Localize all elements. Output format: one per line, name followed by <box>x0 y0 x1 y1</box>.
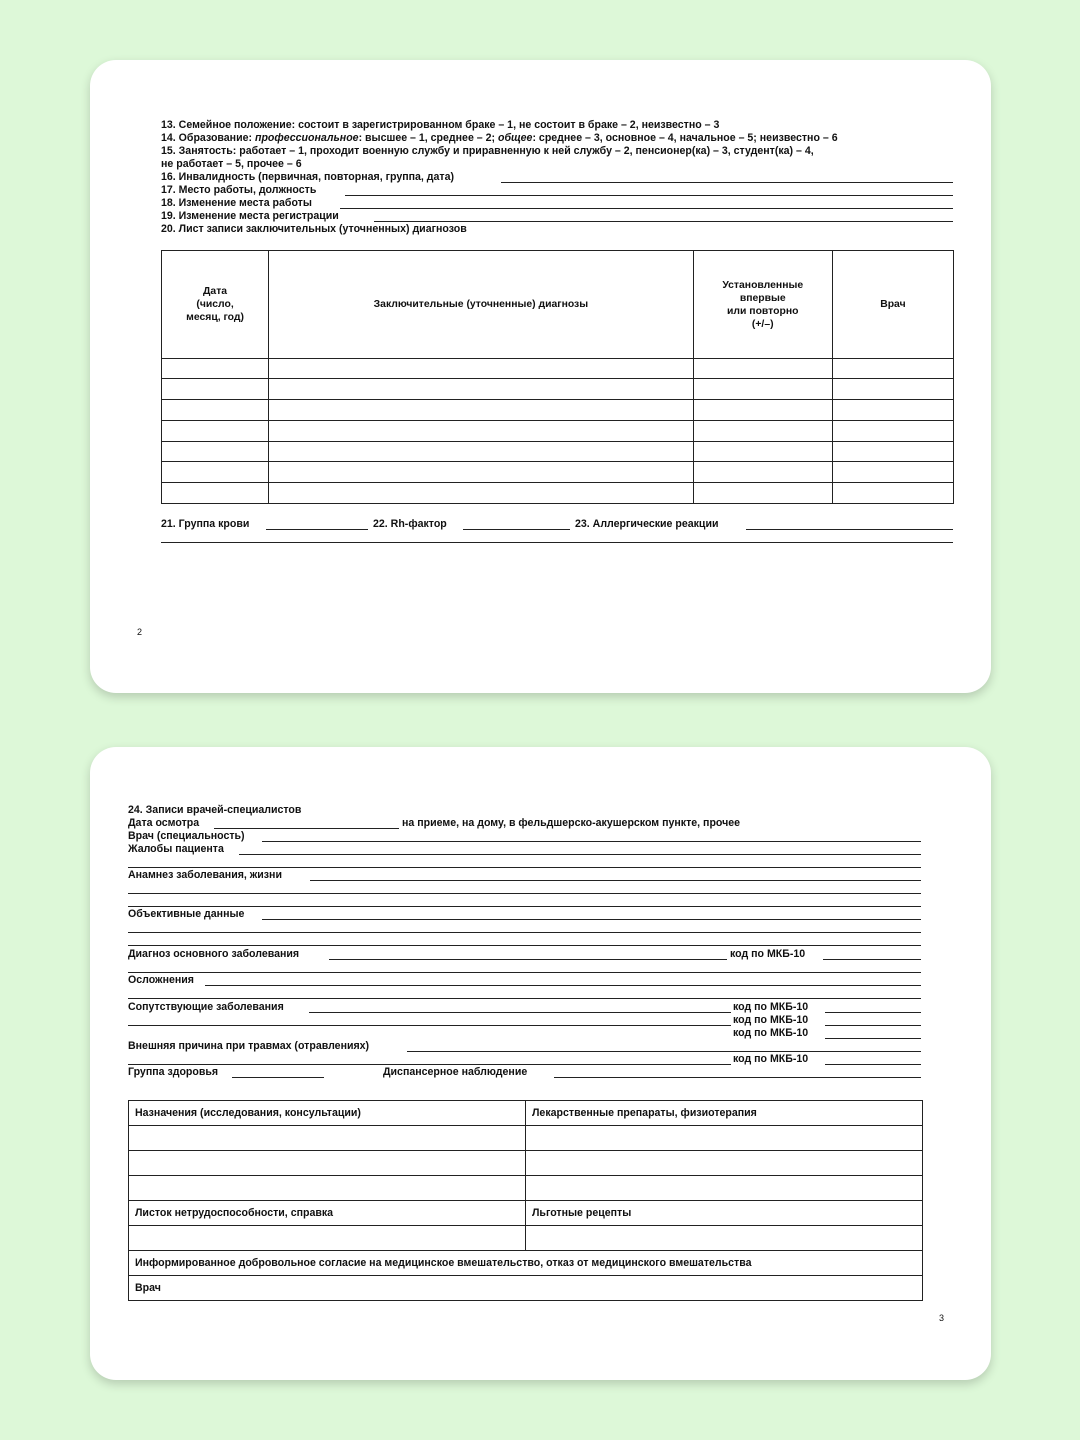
table-row <box>162 442 954 462</box>
icd-code-label: код по МКБ-10 <box>733 1014 809 1026</box>
rh-factor-label: 22. Rh-фактор <box>373 518 447 530</box>
header-doctor: Врач <box>832 251 953 359</box>
icd-code-label: код по МКБ-10 <box>730 948 806 960</box>
main-diagnosis-field-line-2[interactable] <box>128 972 921 973</box>
table-cell[interactable] <box>269 400 694 421</box>
table-cell[interactable] <box>526 1151 923 1176</box>
blood-group-label: 21. Группа крови <box>161 518 250 530</box>
table-cell[interactable] <box>693 483 832 504</box>
table-cell[interactable] <box>693 359 832 379</box>
table-cell[interactable] <box>129 1151 526 1176</box>
table-row <box>162 379 954 400</box>
table-cell[interactable] <box>832 483 953 504</box>
table-cell[interactable] <box>526 1176 923 1201</box>
table-cell[interactable] <box>526 1126 923 1151</box>
table-cell[interactable] <box>269 421 694 442</box>
exam-date-label: Дата осмотра <box>128 817 200 829</box>
table-cell[interactable] <box>162 442 269 462</box>
anamnesis-field-line-2[interactable] <box>128 893 921 894</box>
table-cell[interactable] <box>162 359 269 379</box>
allergy-field-line-2[interactable] <box>161 542 953 543</box>
anamnesis-field-line-3[interactable] <box>128 906 921 907</box>
page-2 <box>90 60 991 693</box>
table-cell[interactable] <box>832 400 953 421</box>
exam-date-field[interactable] <box>214 828 399 829</box>
benefit-recipes-header: Льготные рецепты <box>526 1201 923 1226</box>
table-cell[interactable] <box>693 442 832 462</box>
table-cell[interactable] <box>129 1176 526 1201</box>
item-19-label: 19. Изменение места регистрации <box>161 210 339 222</box>
allergy-field[interactable] <box>746 529 953 530</box>
header-diagnoses: Заключительные (уточненные) диагнозы <box>269 251 694 359</box>
table-row <box>129 1201 923 1226</box>
item-13: 13. Семейное положение: состоит в зарегистрированном браке – 1, не состоит в браке – 2, неизвестно – 3 <box>161 119 720 131</box>
doctor-specialty-label: Врач (специальность) <box>128 830 245 842</box>
table-cell[interactable] <box>693 421 832 442</box>
concomitant-label: Сопутствующие заболевания <box>128 1001 284 1013</box>
registration-change-field[interactable] <box>374 221 953 222</box>
anamnesis-field[interactable] <box>310 880 921 881</box>
table-cell[interactable] <box>269 462 694 483</box>
table-cell[interactable] <box>269 442 694 462</box>
objective-data-field-line-2[interactable] <box>128 932 921 933</box>
icd-code-field[interactable] <box>825 1038 921 1039</box>
complications-field-line-2[interactable] <box>128 998 921 999</box>
doctor-signature-row[interactable]: Врач <box>129 1276 923 1301</box>
complications-label: Осложнения <box>128 974 194 986</box>
rh-factor-field[interactable] <box>463 529 570 530</box>
objective-data-field[interactable] <box>262 919 921 920</box>
diagnoses-header-row <box>162 251 954 359</box>
table-row <box>129 1276 923 1301</box>
health-group-label: Группа здоровья <box>128 1066 219 1078</box>
icd-code-label: код по МКБ-10 <box>733 1001 809 1013</box>
table-cell[interactable] <box>832 421 953 442</box>
page-number: 2 <box>137 627 143 637</box>
table-cell[interactable] <box>832 359 953 379</box>
allergy-label: 23. Аллергические реакции <box>575 518 719 530</box>
icd-code-field[interactable] <box>825 1064 921 1065</box>
table-row <box>129 1126 923 1151</box>
item-16-label: 16. Инвалидность (первичная, повторная, группа, дата) <box>161 171 455 183</box>
table-cell[interactable] <box>269 483 694 504</box>
table-cell[interactable] <box>526 1226 923 1251</box>
exam-place-options: на приеме, на дому, в фельдшерско-акушерском пункте, прочее <box>402 817 741 829</box>
table-cell[interactable] <box>832 379 953 400</box>
table-row <box>162 400 954 421</box>
table-cell[interactable] <box>129 1126 526 1151</box>
table-row <box>129 1176 923 1201</box>
table-cell[interactable] <box>269 379 694 400</box>
table-row <box>129 1251 923 1276</box>
external-cause-label: Внешняя причина при травмах (отравлениях) <box>128 1040 370 1052</box>
concomitant-field-line-2[interactable] <box>128 1025 731 1026</box>
complaints-field-line-2[interactable] <box>128 867 921 868</box>
item-17-label: 17. Место работы, должность <box>161 184 317 196</box>
complications-field[interactable] <box>205 985 921 986</box>
icd-code-field[interactable] <box>823 959 921 960</box>
main-diagnosis-label: Диагноз основного заболевания <box>128 948 300 960</box>
page-3 <box>90 747 991 1380</box>
table-row <box>162 421 954 442</box>
item-15-line-1: 15. Занятость: работает – 1, проходит военную службу и приравненную к ней службу – 2, пенсионер(ка) – 3, студент(ка) – 4, <box>161 145 814 157</box>
workplace-change-field[interactable] <box>340 208 953 209</box>
header-date: Дата (число, месяц, год) <box>162 251 269 359</box>
icd-code-field[interactable] <box>825 1025 921 1026</box>
anamnesis-label: Анамнез заболевания, жизни <box>128 869 282 881</box>
objective-data-label: Объективные данные <box>128 908 245 920</box>
dispensary-field[interactable] <box>554 1077 921 1078</box>
table-cell[interactable] <box>269 359 694 379</box>
table-cell[interactable] <box>832 442 953 462</box>
table-cell[interactable] <box>693 462 832 483</box>
dispensary-label: Диспансерное наблюдение <box>383 1066 528 1078</box>
appointments-header: Назначения (исследования, консультации) <box>129 1101 526 1126</box>
table-cell[interactable] <box>693 400 832 421</box>
icd-code-field[interactable] <box>825 1012 921 1013</box>
item-18-label: 18. Изменение места работы <box>161 197 312 209</box>
complaints-field[interactable] <box>239 854 921 855</box>
table-row <box>129 1101 923 1126</box>
icd-code-label: код по МКБ-10 <box>733 1027 809 1039</box>
workplace-field[interactable] <box>345 195 953 196</box>
prescriptions-table <box>128 1100 923 1301</box>
table-row <box>129 1151 923 1176</box>
icd-code-label: код по МКБ-10 <box>733 1053 809 1065</box>
table-cell[interactable] <box>162 379 269 400</box>
item-20-label: 20. Лист записи заключительных (уточненных) диагнозов <box>161 223 467 235</box>
objective-data-field-line-3[interactable] <box>128 945 921 946</box>
complaints-label: Жалобы пациента <box>128 843 224 855</box>
disability-field[interactable] <box>501 182 953 183</box>
table-cell[interactable] <box>832 462 953 483</box>
item-14: 14. Образование: профессиональное: высшее – 1, среднее – 2; общее: среднее – 3, основное – 4, начальное – 5; неизвестно – 6 <box>161 132 838 144</box>
table-cell[interactable] <box>162 400 269 421</box>
header-first-or-repeat: Установленные впервые или повторно (+/–) <box>693 251 832 359</box>
table-cell[interactable] <box>693 379 832 400</box>
table-cell[interactable] <box>129 1226 526 1251</box>
consent-row[interactable]: Информированное добровольное согласие на медицинское вмешательство, отказ от медицинского вмешательства <box>129 1251 923 1276</box>
diagnoses-table <box>161 250 954 504</box>
table-cell[interactable] <box>162 462 269 483</box>
drugs-header: Лекарственные препараты, физиотерапия <box>526 1101 923 1126</box>
table-row <box>162 359 954 379</box>
external-cause-field-line-2[interactable] <box>128 1064 731 1065</box>
table-row <box>162 483 954 504</box>
main-diagnosis-field[interactable] <box>329 959 727 960</box>
doctor-specialty-field[interactable] <box>262 841 921 842</box>
page-number: 3 <box>939 1313 945 1323</box>
health-group-field[interactable] <box>232 1077 324 1078</box>
table-cell[interactable] <box>162 483 269 504</box>
specialists-title: 24. Записи врачей-специалистов <box>128 804 302 816</box>
blood-group-field[interactable] <box>266 529 368 530</box>
concomitant-field[interactable] <box>309 1012 731 1013</box>
sick-leave-header: Листок нетрудоспособности, справка <box>129 1201 526 1226</box>
external-cause-field[interactable] <box>407 1051 921 1052</box>
table-row <box>162 462 954 483</box>
table-row <box>129 1226 923 1251</box>
table-cell[interactable] <box>162 421 269 442</box>
item-15-line-2: не работает – 5, прочее – 6 <box>161 158 302 170</box>
